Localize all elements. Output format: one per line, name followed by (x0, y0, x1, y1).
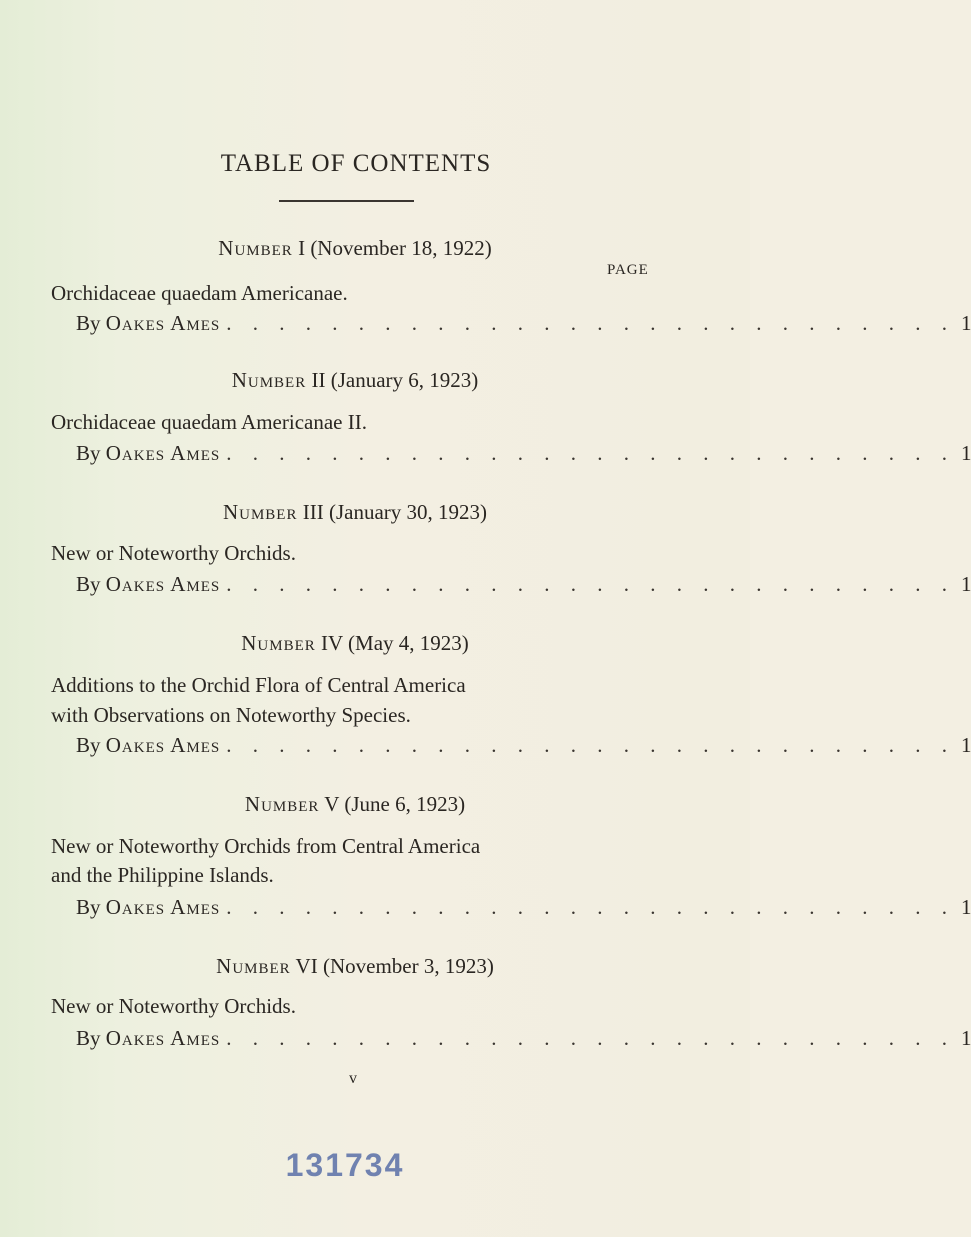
number-word: Number (241, 631, 316, 655)
by-word: By (76, 572, 101, 596)
section-date: (June 6, 1923) (344, 792, 466, 816)
number-word: Number (231, 368, 307, 392)
number-word: Number (216, 954, 291, 978)
section-date: (November 18, 1922) (310, 236, 492, 260)
number-word: Number (222, 500, 298, 524)
dot-leader: . . . . . . . . . . . . . . . . . . . . . . . . . . . . (226, 441, 955, 465)
section-date: (January 30, 1923) (328, 500, 488, 524)
section-heading-5 (0, 792, 710, 817)
entry-byline (76, 572, 971, 597)
author-name: Oakes Ames (105, 733, 221, 757)
section-heading-1 (0, 236, 710, 261)
by-word: By (76, 895, 101, 919)
entry-byline (76, 311, 971, 336)
page-title: TABLE OF CONTENTS (220, 150, 492, 177)
page-number: 1 (960, 572, 971, 596)
by-word: By (76, 441, 101, 465)
section-number: VI (295, 954, 318, 978)
entry-title-line: Orchidaceae quaedam Americanae. (51, 281, 348, 305)
entry-title-line: New or Noteworthy Orchids. (51, 541, 296, 565)
page-number: 1 (960, 441, 971, 465)
entry-title-line: with Observations on Noteworthy Species. (51, 703, 411, 727)
dot-leader: . . . . . . . . . . . . . . . . . . . . . . . . . . . . (226, 572, 955, 596)
by-word: By (76, 733, 101, 757)
entry-title-line: and the Philippine Islands. (51, 863, 274, 887)
entry-title-line: New or Noteworthy Orchids from Central America (51, 834, 481, 858)
section-date: (May 4, 1923) (348, 631, 469, 655)
author-name: Oakes Ames (105, 895, 221, 919)
number-word: Number (244, 792, 320, 816)
section-number: III (302, 500, 324, 524)
author-name: Oakes Ames (105, 572, 221, 596)
section-number: IV (321, 631, 343, 655)
author-name: Oakes Ames (105, 311, 221, 335)
entry-title-line: Additions to the Orchid Flora of Central America (51, 673, 466, 697)
page-number: 1 (960, 311, 971, 335)
page-column-label: PAGE (607, 262, 649, 278)
section-date: (January 6, 1923) (330, 368, 479, 392)
dot-leader: . . . . . . . . . . . . . . . . . . . . . . . . . . . . (226, 895, 955, 919)
dot-leader: . . . . . . . . . . . . . . . . . . . . . . . . . . . . (226, 311, 955, 335)
dot-leader: . . . . . . . . . . . . . . . . . . . . . . . . . . . . (226, 733, 955, 757)
author-name: Oakes Ames (105, 1026, 221, 1050)
section-heading-3 (0, 500, 710, 525)
title-rule (279, 200, 414, 202)
dot-leader: . . . . . . . . . . . . . . . . . . . . . . . . . . . . (226, 1026, 955, 1050)
entry-byline (76, 733, 971, 758)
entry-byline (76, 895, 971, 920)
page-number: 1 (960, 733, 971, 757)
page-folio: v (349, 1070, 357, 1087)
entry-title-line: Orchidaceae quaedam Americanae II. (51, 410, 367, 434)
section-date: (November 3, 1923) (322, 954, 494, 978)
page-number: 1 (960, 1026, 971, 1050)
section-heading-2 (0, 368, 710, 393)
page-number: 1 (960, 895, 971, 919)
author-name: Oakes Ames (105, 441, 221, 465)
entry-byline (76, 441, 971, 466)
by-word: By (76, 311, 101, 335)
accession-stamp: 131734 (285, 1147, 405, 1183)
entry-byline (76, 1026, 971, 1051)
number-word: Number (218, 236, 293, 260)
by-word: By (76, 1026, 101, 1050)
section-number: V (324, 792, 340, 816)
section-heading-6 (0, 954, 710, 979)
section-heading-4 (0, 631, 710, 656)
section-number: II (311, 368, 326, 392)
entry-title-line: New or Noteworthy Orchids. (51, 994, 296, 1018)
section-number: I (298, 236, 306, 260)
